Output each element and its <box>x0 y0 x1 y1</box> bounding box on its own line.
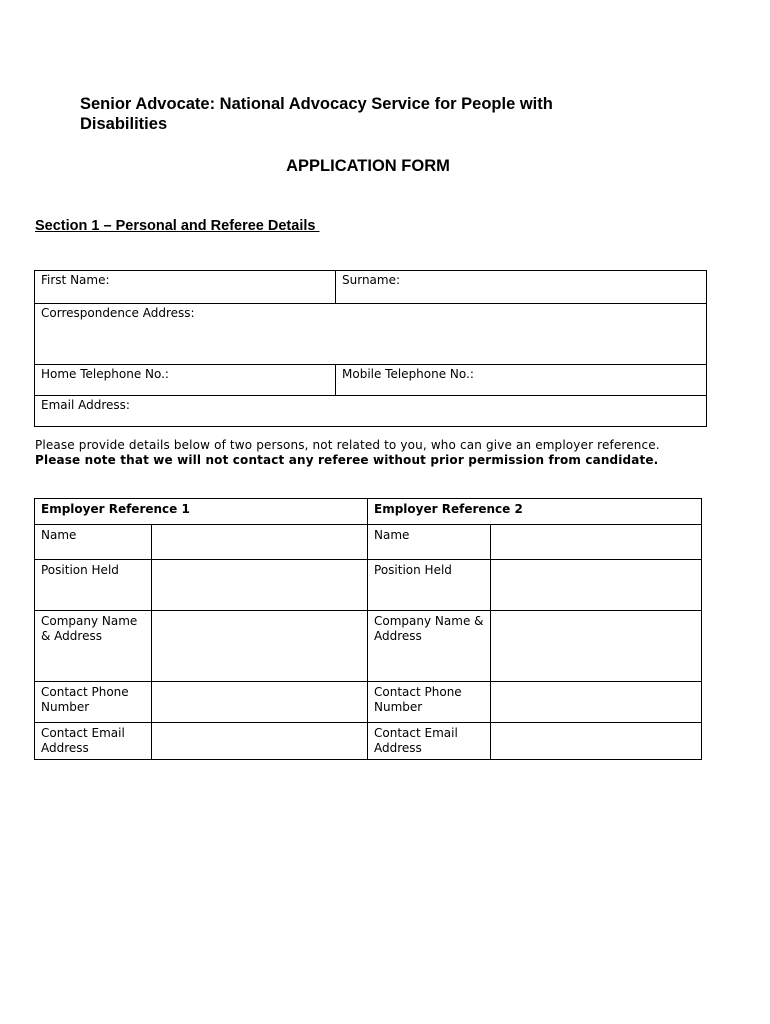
ref1-heading: Employer Reference 1 <box>35 499 368 525</box>
document-title: Senior Advocate: National Advocacy Service for People with Disabilities <box>80 95 553 133</box>
ref2-company-input[interactable] <box>491 611 702 682</box>
ref1-phone-label: Contact Phone Number <box>35 682 152 723</box>
form-title: APPLICATION FORM <box>286 157 450 175</box>
ref2-position-input[interactable] <box>491 560 702 611</box>
ref2-name-input[interactable] <box>491 525 702 560</box>
email-address-field[interactable] <box>35 396 707 427</box>
correspondence-address-label: Correspondence Address: <box>41 306 195 320</box>
ref1-name-input[interactable] <box>152 525 368 560</box>
ref1-name-label: Name <box>35 525 152 560</box>
email-address-label: Email Address: <box>41 398 130 412</box>
first-name-label: First Name: <box>41 273 110 287</box>
correspondence-address-field[interactable] <box>35 304 707 365</box>
personal-details-table <box>34 270 707 427</box>
home-telephone-field[interactable] <box>35 365 336 396</box>
ref1-company-label: Company Name & Address <box>35 611 152 682</box>
referee-note <box>35 438 735 468</box>
ref2-company-label: Company Name & Address <box>368 611 491 682</box>
home-telephone-label: Home Telephone No.: <box>41 367 169 381</box>
first-name-field[interactable] <box>35 271 336 304</box>
ref1-company-input[interactable] <box>152 611 368 682</box>
ref1-email-label: Contact Email Address <box>35 723 152 760</box>
section-heading: Section 1 – Personal and Referee Details <box>35 218 320 234</box>
surname-label: Surname: <box>342 273 401 287</box>
ref2-email-label: Contact Email Address <box>368 723 491 760</box>
surname-field[interactable] <box>336 271 707 304</box>
referee-note-text: Please provide details below of two persons, not related to you, who can give an employer reference. <box>35 438 660 452</box>
ref1-email-input[interactable] <box>152 723 368 760</box>
employer-references-table <box>34 498 702 760</box>
mobile-telephone-field[interactable] <box>336 365 707 396</box>
ref2-phone-label: Contact Phone Number <box>368 682 491 723</box>
referee-note-bold: Please note that we will not contact any referee without prior permission from candidate. <box>35 453 659 467</box>
ref1-phone-input[interactable] <box>152 682 368 723</box>
ref1-position-input[interactable] <box>152 560 368 611</box>
ref2-name-label: Name <box>368 525 491 560</box>
ref2-heading: Employer Reference 2 <box>368 499 702 525</box>
ref1-position-label: Position Held <box>35 560 152 611</box>
ref2-phone-input[interactable] <box>491 682 702 723</box>
ref2-position-label: Position Held <box>368 560 491 611</box>
mobile-telephone-label: Mobile Telephone No.: <box>342 367 474 381</box>
ref2-email-input[interactable] <box>491 723 702 760</box>
